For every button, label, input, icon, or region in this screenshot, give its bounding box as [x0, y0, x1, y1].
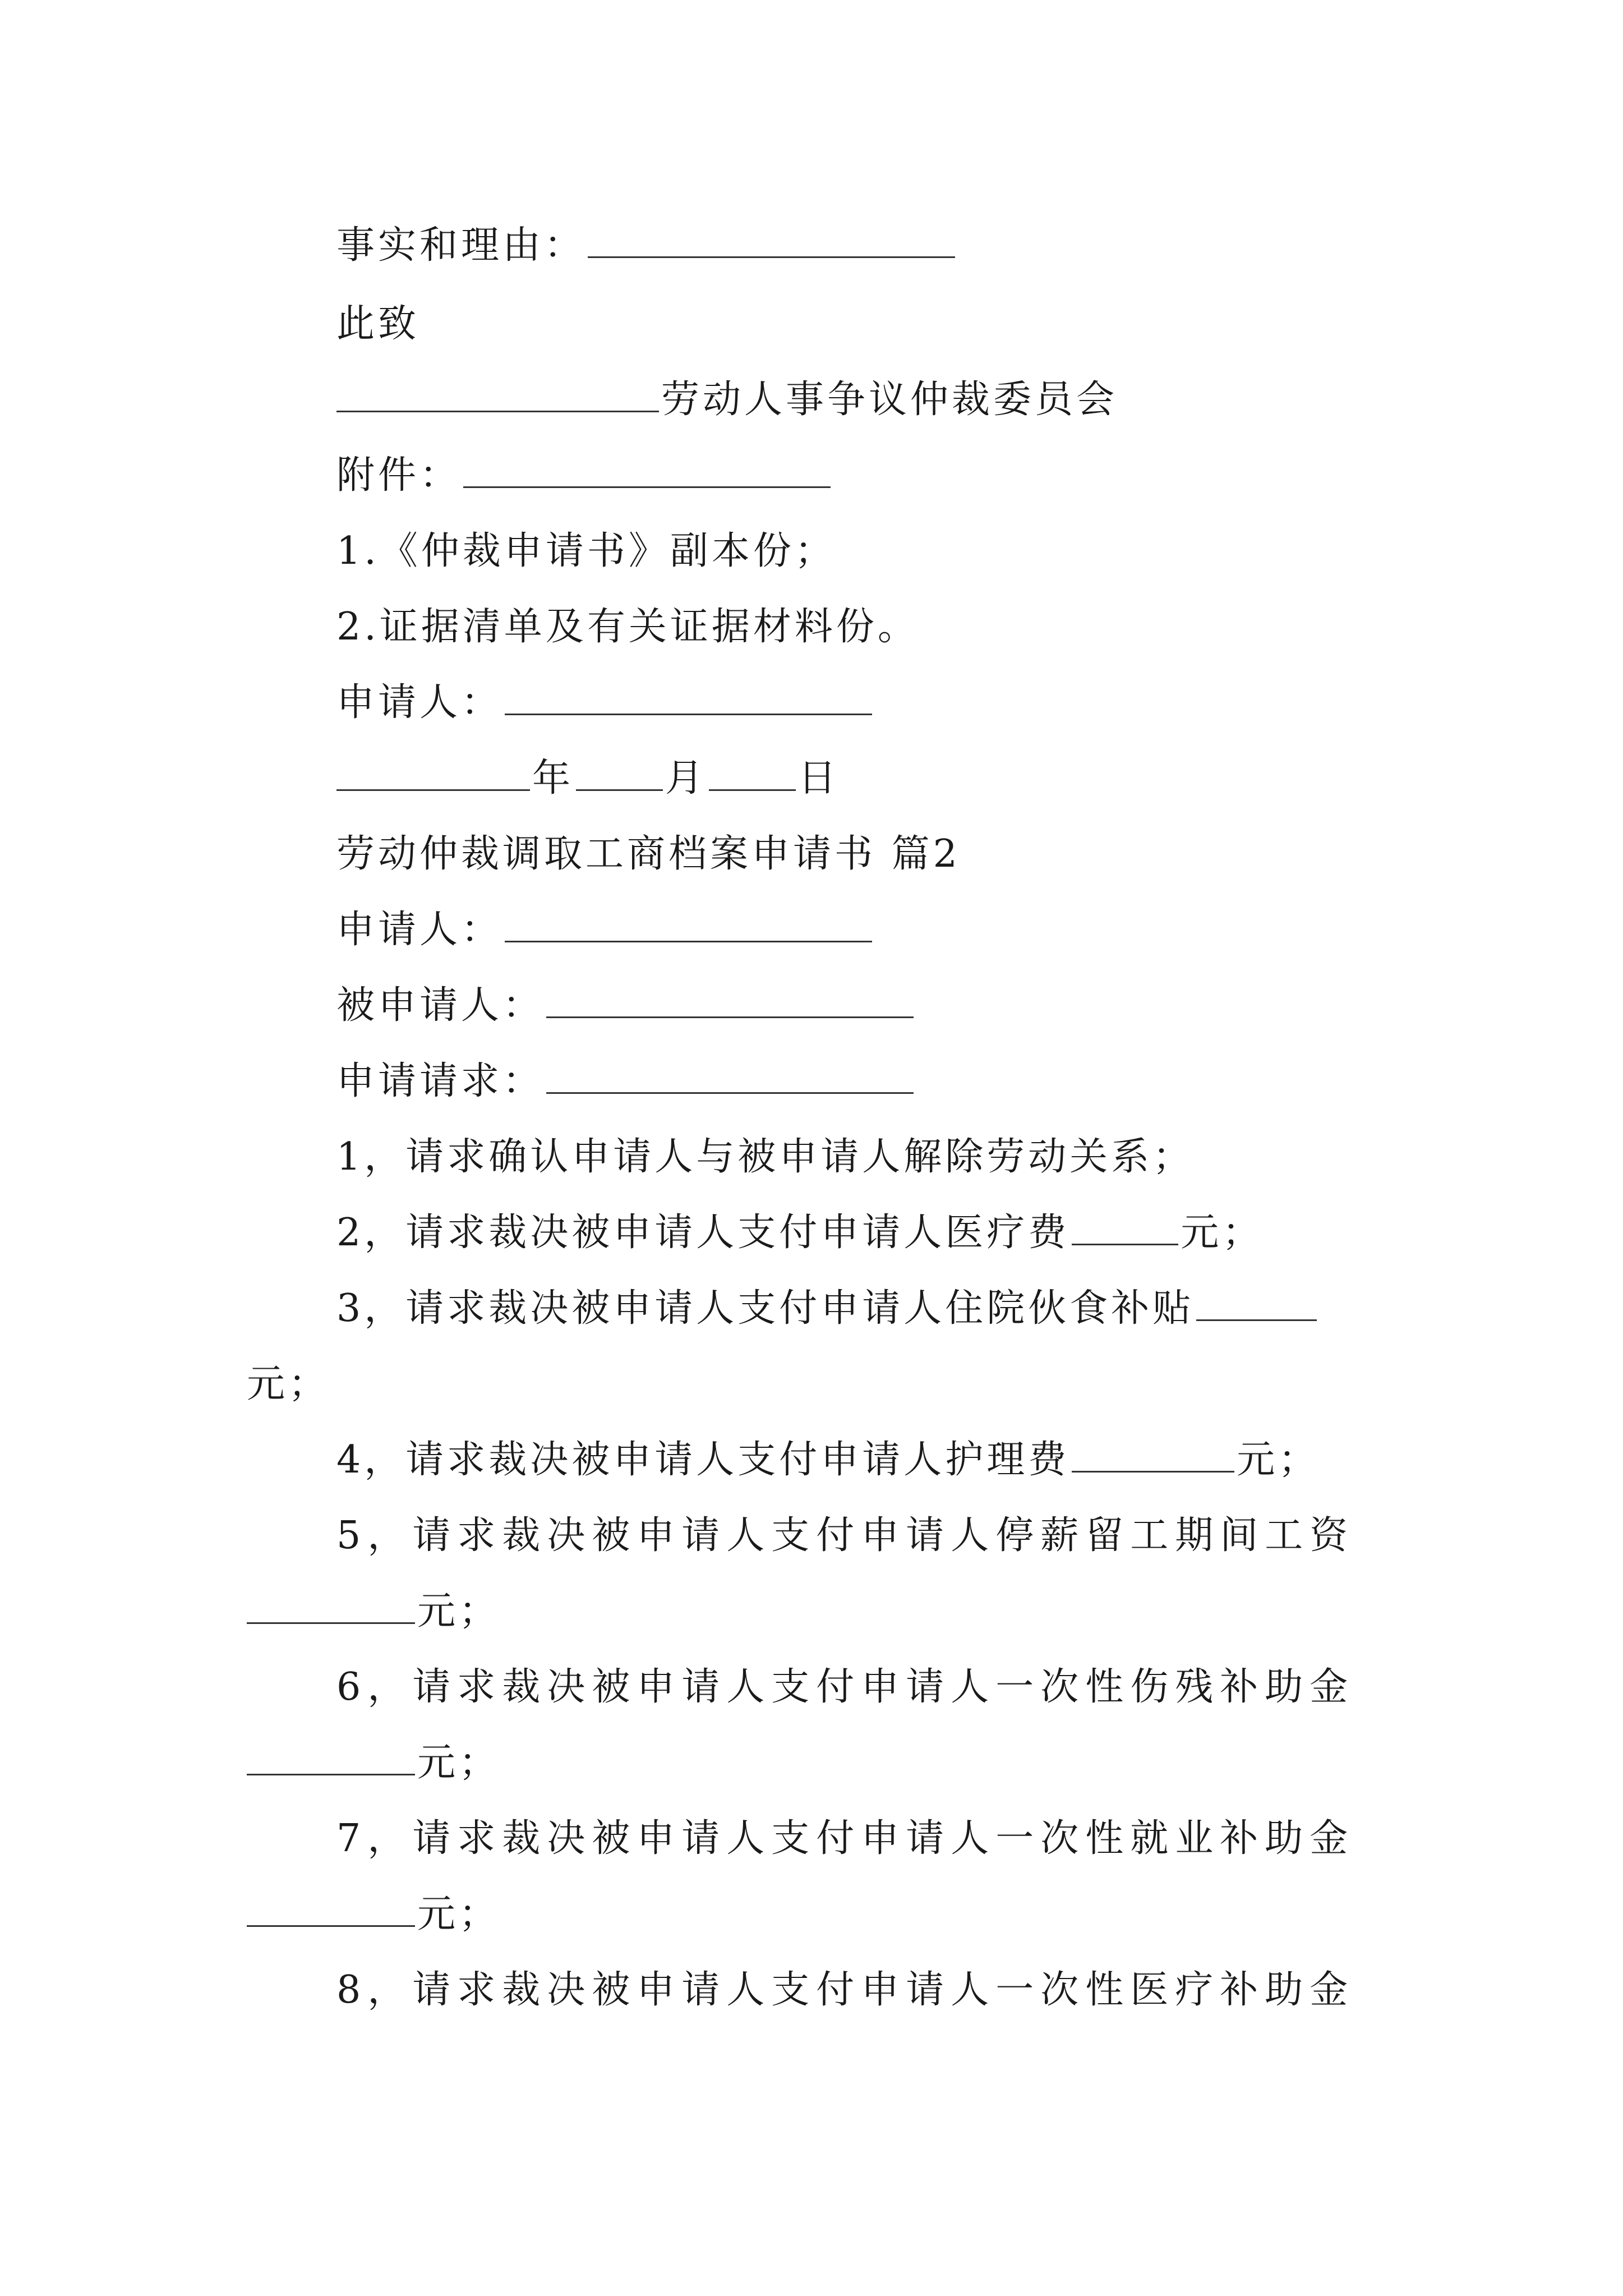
date-day: 日: [798, 756, 840, 800]
claim-2: [336, 1206, 1264, 1260]
claim-6-unit: 元；: [417, 1741, 501, 1785]
day-blank: [709, 752, 796, 791]
claim-6-blank: [247, 1737, 415, 1775]
claim-3-text: 3，请求裁决被申请人支付申请人住院伙食补贴: [336, 1286, 1195, 1331]
committee-blank: [336, 374, 659, 412]
facts-line: [336, 219, 957, 273]
respondent-label: 被申请人：: [336, 983, 545, 1028]
committee-name: 劳动人事争议仲裁委员会: [661, 378, 1118, 422]
claim-5: 5，请求裁决被申请人支付申请人停薪留工期间工资: [336, 1513, 1355, 1558]
applicant-label: 申请人：: [336, 680, 503, 725]
month-blank: [576, 752, 663, 791]
applicant-line: [336, 676, 874, 730]
facts-blank: [588, 219, 955, 258]
claim-2-blank: [1072, 1207, 1178, 1245]
respondent-line: [336, 979, 916, 1033]
attachment-item-2: 2.证据清单及有关证据材料份。: [336, 605, 919, 649]
claim-4-unit: 元；: [1237, 1438, 1320, 1482]
applicant-label-2: 申请人：: [336, 908, 503, 952]
date-line: [336, 752, 840, 806]
year-blank: [336, 752, 530, 791]
attachment-item-1: 1.《仲裁申请书》副本份；: [336, 529, 836, 573]
section-title: 劳动仲裁调取工商档案申请书 篇2: [336, 832, 961, 876]
claim-6-tail: [247, 1736, 500, 1790]
respondent-blank: [546, 979, 914, 1018]
claim-5-blank: [247, 1585, 415, 1624]
date-year: 年: [532, 756, 574, 800]
salutation: 此致: [336, 302, 420, 346]
date-month: 月: [665, 756, 707, 800]
claim-1: 1，请求确认申请人与被申请人解除劳动关系；: [336, 1135, 1195, 1179]
claim-5-tail: [247, 1585, 500, 1639]
attachments-line: [336, 449, 833, 503]
facts-label: 事实和理由：: [336, 223, 586, 268]
claim-3: [336, 1282, 1319, 1336]
applicant-line-2: [336, 903, 874, 957]
claim-3-blank: [1196, 1282, 1317, 1321]
claim-4: [336, 1433, 1320, 1487]
applicant-blank-2: [505, 904, 872, 942]
claim-7-tail: [247, 1888, 500, 1941]
claim-8: 8，请求裁决被申请人支付申请人一次性医疗补助金: [336, 1968, 1355, 2012]
claim-4-blank: [1072, 1434, 1234, 1473]
request-line: [336, 1055, 916, 1108]
claim-2-text: 2，请求裁决被申请人支付申请人医疗费: [336, 1211, 1070, 1255]
attachments-blank: [463, 449, 831, 488]
claim-6: 6，请求裁决被申请人支付申请人一次性伤残补助金: [336, 1665, 1355, 1709]
committee-line: [336, 373, 1118, 427]
attachments-label: 附件：: [336, 453, 462, 498]
claim-5-unit: 元；: [417, 1589, 501, 1634]
claim-2-unit: 元；: [1181, 1211, 1264, 1255]
claim-7: 7，请求裁决被申请人支付申请人一次性就业补助金: [336, 1816, 1355, 1861]
request-blank: [546, 1055, 914, 1094]
request-label: 申请请求：: [336, 1059, 545, 1103]
claim-7-blank: [247, 1888, 415, 1927]
applicant-blank: [505, 677, 872, 715]
claim-7-unit: 元；: [417, 1892, 501, 1936]
claim-3-unit: 元；: [247, 1362, 330, 1406]
claim-4-text: 4，请求裁决被申请人支付申请人护理费: [336, 1438, 1070, 1482]
